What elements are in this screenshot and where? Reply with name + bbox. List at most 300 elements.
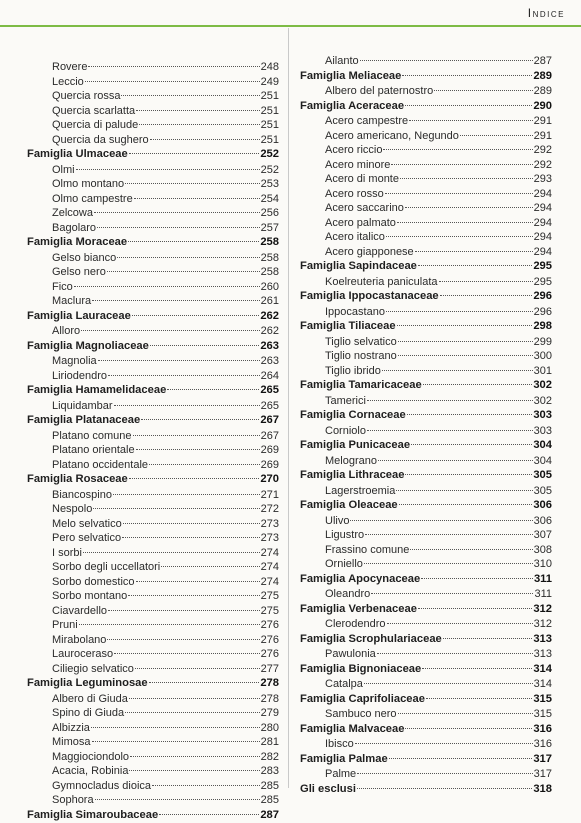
entry-name: Quercia di palude (52, 118, 138, 133)
entry-page-number: 298 (533, 319, 552, 335)
index-entry-species (27, 294, 279, 309)
dot-leader (129, 698, 260, 699)
entry-page-number: 294 (534, 216, 552, 231)
entry-name: Ciavardello (52, 604, 107, 619)
index-entry-family (300, 572, 552, 588)
index-entry-species (300, 158, 552, 173)
dot-leader (150, 345, 259, 346)
index-entry-species (300, 335, 552, 350)
entry-page-number: 264 (261, 369, 279, 384)
entry-name: Ibisco (325, 737, 354, 752)
dot-leader (397, 325, 533, 326)
index-entry-species (300, 172, 552, 187)
dot-leader (443, 638, 533, 639)
dot-leader (88, 66, 259, 67)
entry-name: Sambuco nero (325, 707, 397, 722)
entry-name: Fico (52, 280, 73, 295)
entry-name: Mimosa (52, 735, 91, 750)
entry-page-number: 258 (261, 265, 279, 280)
entry-name: Pawulonia (325, 647, 376, 662)
entry-page-number: 300 (534, 349, 552, 364)
index-entry-family (300, 319, 552, 335)
entry-page-number: 315 (533, 692, 552, 708)
entry-page-number: 296 (533, 289, 552, 305)
entry-page-number: 280 (261, 721, 279, 736)
dot-leader (386, 311, 533, 312)
entry-name: Lagerstroemia (325, 484, 395, 499)
index-entry-species (300, 349, 552, 364)
entry-name: Albizzia (52, 721, 90, 736)
entry-name: Zelcowa (52, 206, 93, 221)
entry-name: Quercia da sughero (52, 133, 149, 148)
entry-name: Acero palmato (325, 216, 396, 231)
dot-leader (130, 756, 260, 757)
entry-name: Famiglia Tamaricaceae (300, 378, 422, 394)
entry-page-number: 316 (533, 722, 552, 738)
entry-name: Bagolaro (52, 221, 96, 236)
index-entry-species (300, 677, 552, 692)
entry-name: Famiglia Moraceae (27, 235, 127, 251)
index-entry-species (27, 251, 279, 266)
index-entry-species (300, 394, 552, 409)
dot-leader (167, 389, 259, 390)
dot-leader (423, 384, 533, 385)
entry-page-number: 314 (533, 662, 552, 678)
dot-leader (123, 523, 260, 524)
dot-leader (129, 478, 260, 479)
entry-page-number: 295 (533, 259, 552, 275)
entry-page-number: 273 (261, 517, 279, 532)
entry-page-number: 303 (533, 408, 552, 424)
dot-leader (387, 623, 533, 624)
dot-leader (136, 449, 260, 450)
index-entry-species (27, 793, 279, 808)
entry-name: Famiglia Ippocastanaceae (300, 289, 439, 305)
index-column-left (27, 60, 279, 823)
entry-name: Famiglia Hamamelidaceae (27, 383, 166, 399)
index-entry-species (27, 104, 279, 119)
entry-name: Mirabolano (52, 633, 106, 648)
dot-leader (114, 653, 259, 654)
index-entry-species (27, 458, 279, 473)
dot-leader (398, 355, 533, 356)
index-entry-species (27, 354, 279, 369)
entry-name: Famiglia Simaroubaceae (27, 808, 158, 823)
dot-leader (136, 110, 259, 111)
entry-name: Acero rosso (325, 187, 384, 202)
index-entry-species (300, 54, 552, 69)
index-entry-species (300, 707, 552, 722)
dot-leader (377, 653, 533, 654)
index-entry-species (27, 192, 279, 207)
index-entry-species (300, 187, 552, 202)
entry-name: Albero di Giuda (52, 692, 128, 707)
dot-leader (407, 414, 533, 415)
entry-page-number: 301 (534, 364, 552, 379)
dot-leader (421, 578, 533, 579)
dot-leader (76, 169, 260, 170)
index-entry-species (300, 557, 552, 572)
entry-name: Famiglia Bignoniaceae (300, 662, 421, 678)
entry-page-number: 257 (261, 221, 279, 236)
dot-leader (397, 222, 533, 223)
entry-page-number: 269 (261, 458, 279, 473)
entry-name: Clerodendro (325, 617, 386, 632)
index-entry-species (300, 617, 552, 632)
entry-name: Melograno (325, 454, 377, 469)
dot-leader (434, 90, 532, 91)
dot-leader (398, 341, 533, 342)
dot-leader (405, 105, 532, 106)
entry-name: Frassino comune (325, 543, 409, 558)
dot-leader (415, 251, 533, 252)
index-entry-species (27, 206, 279, 221)
dot-leader (79, 624, 260, 625)
entry-name: Acacia, Robinia (52, 764, 128, 779)
entry-name: Famiglia Punicaceae (300, 438, 410, 454)
index-entry-species (27, 177, 279, 192)
header-rule (0, 25, 581, 27)
index-entry-species (27, 502, 279, 517)
index-entry-species (27, 706, 279, 721)
index-entry-family (300, 632, 552, 648)
index-entry-species (27, 662, 279, 677)
dot-leader (92, 741, 260, 742)
entry-page-number: 311 (534, 587, 552, 602)
entry-page-number: 305 (534, 484, 552, 499)
dot-leader (409, 120, 532, 121)
entry-page-number: 305 (533, 468, 552, 484)
entry-page-number: 311 (534, 572, 552, 588)
dot-leader (107, 639, 259, 640)
dot-leader (81, 330, 260, 331)
entry-page-number: 249 (261, 75, 279, 90)
entry-name: Nespolo (52, 502, 92, 517)
entry-name: Pero selvatico (52, 531, 121, 546)
dot-leader (411, 444, 532, 445)
entry-page-number: 253 (261, 177, 279, 192)
entry-name: Acero giapponese (325, 245, 414, 260)
entry-page-number: 302 (534, 394, 552, 409)
entry-page-number: 271 (261, 488, 279, 503)
entry-page-number: 256 (261, 206, 279, 221)
entry-name: Tamerici (325, 394, 366, 409)
entry-page-number: 304 (534, 454, 552, 469)
dot-leader (108, 610, 260, 611)
entry-page-number: 251 (261, 89, 279, 104)
index-entry-family (300, 722, 552, 738)
dot-leader (141, 419, 259, 420)
entry-name: Rovere (52, 60, 87, 75)
dot-leader (396, 490, 532, 491)
index-entry-family (27, 383, 279, 399)
dot-leader (367, 400, 533, 401)
index-entry-species (27, 618, 279, 633)
entry-page-number: 274 (261, 546, 279, 561)
dot-leader (405, 474, 532, 475)
entry-page-number: 289 (534, 84, 552, 99)
entry-name: Palme (325, 767, 356, 782)
dot-leader (132, 315, 259, 316)
entry-page-number: 313 (534, 647, 552, 662)
index-entry-family (27, 413, 279, 429)
dot-leader (152, 785, 260, 786)
entry-name: Spino di Giuda (52, 706, 124, 721)
index-entry-family (27, 147, 279, 163)
entry-page-number: 289 (533, 69, 552, 85)
entry-page-number: 262 (260, 309, 279, 325)
entry-page-number: 285 (261, 779, 279, 794)
dot-leader (350, 520, 532, 521)
entry-name: Alloro (52, 324, 80, 339)
dot-leader (460, 135, 533, 136)
dot-leader (398, 713, 533, 714)
entry-name: Acero di monte (325, 172, 399, 187)
entry-page-number: 308 (534, 543, 552, 558)
entry-page-number: 294 (534, 245, 552, 260)
entry-name: Gymnocladus dioica (52, 779, 151, 794)
entry-page-number: 277 (261, 662, 279, 677)
dot-leader (125, 712, 259, 713)
entry-name: Corniolo (325, 424, 366, 439)
entry-name: Lauroceraso (52, 647, 113, 662)
dot-leader (382, 370, 533, 371)
entry-page-number: 317 (533, 752, 552, 768)
entry-name: Famiglia Verbenaceae (300, 602, 417, 618)
entry-name: Quercia rossa (52, 89, 120, 104)
entry-page-number: 276 (261, 647, 279, 662)
index-entry-family (27, 676, 279, 692)
index-entry-family (300, 662, 552, 678)
index-entry-species (27, 575, 279, 590)
index-entry-family (300, 602, 552, 618)
entry-name: Famiglia Scrophulariaceae (300, 632, 442, 648)
entry-page-number: 310 (534, 557, 552, 572)
index-entry-species (300, 737, 552, 752)
entry-name: Tiglio selvatico (325, 335, 397, 350)
index-entry-species (27, 517, 279, 532)
dot-leader (385, 193, 533, 194)
dot-leader (134, 198, 260, 199)
entry-name: Famiglia Palmae (300, 752, 388, 768)
section-header: Indice (528, 6, 565, 20)
index-entry-species (300, 201, 552, 216)
entry-name: Gelso nero (52, 265, 106, 280)
index-entry-species (300, 528, 552, 543)
entry-name: Famiglia Platanaceae (27, 413, 140, 429)
index-entry-species (27, 399, 279, 414)
dot-leader (405, 207, 533, 208)
dot-leader (122, 537, 260, 538)
dot-leader (113, 494, 260, 495)
index-entry-species (27, 647, 279, 662)
entry-name: Ulivo (325, 514, 349, 529)
dot-leader (357, 773, 532, 774)
index-entry-species (27, 764, 279, 779)
entry-page-number: 251 (261, 133, 279, 148)
entry-page-number: 252 (261, 163, 279, 178)
dot-leader (405, 728, 532, 729)
index-entry-species (300, 230, 552, 245)
entry-name: Oleandro (325, 587, 370, 602)
index-entry-species (27, 735, 279, 750)
entry-page-number: 275 (261, 589, 279, 604)
index-entry-species (27, 265, 279, 280)
dot-leader (108, 375, 260, 376)
entry-name: Famiglia Sapindaceae (300, 259, 417, 275)
entry-page-number: 285 (261, 793, 279, 808)
index-entry-species (300, 514, 552, 529)
entry-name: Famiglia Malvaceae (300, 722, 404, 738)
index-entry-species (27, 221, 279, 236)
index-entry-species (300, 143, 552, 158)
entry-page-number: 291 (534, 129, 552, 144)
entry-name: Catalpa (325, 677, 363, 692)
entry-page-number: 291 (534, 114, 552, 129)
dot-leader (364, 683, 533, 684)
dot-leader (93, 508, 259, 509)
entry-name: Leccio (52, 75, 84, 90)
entry-name: Famiglia Apocynaceae (300, 572, 420, 588)
entry-page-number: 317 (534, 767, 552, 782)
index-entry-species (300, 543, 552, 558)
dot-leader (400, 178, 533, 179)
entry-page-number: 279 (261, 706, 279, 721)
index-entry-family (27, 808, 279, 823)
entry-page-number: 272 (261, 502, 279, 517)
dot-leader (94, 212, 260, 213)
entry-name: Gelso bianco (52, 251, 116, 266)
dot-leader (422, 668, 532, 669)
index-entry-species (27, 531, 279, 546)
entry-page-number: 258 (261, 251, 279, 266)
column-divider (288, 28, 289, 788)
entry-page-number: 274 (261, 560, 279, 575)
dot-leader (426, 698, 532, 699)
dot-leader (386, 236, 533, 237)
entry-page-number: 267 (261, 429, 279, 444)
dot-leader (121, 95, 259, 96)
index-entry-family (27, 339, 279, 355)
dot-leader (98, 360, 260, 361)
dot-leader (117, 257, 259, 258)
index-entry-species (27, 118, 279, 133)
index-entry-species (300, 245, 552, 260)
entry-name: Acero minore (325, 158, 390, 173)
entry-page-number: 278 (261, 692, 279, 707)
index-entry-species (300, 454, 552, 469)
entry-name: Acero campestre (325, 114, 408, 129)
index-entry-species (27, 280, 279, 295)
entry-page-number: 262 (261, 324, 279, 339)
dot-leader (107, 271, 260, 272)
dot-leader (378, 460, 533, 461)
index-entry-species (27, 60, 279, 75)
entry-name: Acero italico (325, 230, 385, 245)
entry-name: Maclura (52, 294, 91, 309)
entry-page-number: 282 (261, 750, 279, 765)
entry-name: Famiglia Leguminosae (27, 676, 148, 692)
index-entry-species (27, 560, 279, 575)
dot-leader (97, 227, 260, 228)
dot-leader (402, 75, 532, 76)
entry-name: Ippocastano (325, 305, 385, 320)
index-entry-family (300, 498, 552, 514)
entry-name: Famiglia Cornaceae (300, 408, 406, 424)
entry-name: Ciliegio selvatico (52, 662, 134, 677)
entry-page-number: 251 (261, 118, 279, 133)
index-entry-species (27, 750, 279, 765)
index-entry-family (300, 468, 552, 484)
index-entry-species (27, 443, 279, 458)
entry-name: Sorbo domestico (52, 575, 135, 590)
entry-name: Liriodendro (52, 369, 107, 384)
index-entry-species (27, 133, 279, 148)
index-entry-species (300, 364, 552, 379)
entry-page-number: 283 (261, 764, 279, 779)
entry-page-number: 299 (534, 335, 552, 350)
entry-page-number: 292 (534, 158, 552, 173)
index-entry-family (300, 752, 552, 768)
index-entry-family (300, 99, 552, 115)
dot-leader (391, 164, 532, 165)
dot-leader (128, 241, 259, 242)
dot-leader (355, 743, 533, 744)
entry-page-number: 306 (534, 514, 552, 529)
index-entry-species (27, 488, 279, 503)
entry-page-number: 248 (261, 60, 279, 75)
entry-name: Quercia scarlatta (52, 104, 135, 119)
entry-name: Biancospino (52, 488, 112, 503)
index-entry-species (27, 692, 279, 707)
index-entry-species (300, 84, 552, 99)
entry-page-number: 270 (260, 472, 279, 488)
entry-name: Olmo campestre (52, 192, 133, 207)
entry-page-number: 273 (261, 531, 279, 546)
entry-name: Olmo montano (52, 177, 124, 192)
entry-name: Pruni (52, 618, 78, 633)
index-entry-species (300, 647, 552, 662)
entry-name: Platano comune (52, 429, 132, 444)
dot-leader (135, 668, 260, 669)
dot-leader (365, 534, 533, 535)
entry-name: Famiglia Ulmaceae (27, 147, 128, 163)
entry-page-number: 296 (534, 305, 552, 320)
entry-page-number: 295 (534, 275, 552, 290)
entry-page-number: 313 (533, 632, 552, 648)
index-entry-species (27, 369, 279, 384)
dot-leader (133, 435, 260, 436)
entry-page-number: 302 (533, 378, 552, 394)
entry-page-number: 290 (533, 99, 552, 115)
dot-leader (371, 593, 533, 594)
entry-name: Famiglia Lithraceae (300, 468, 404, 484)
entry-page-number: 318 (533, 782, 552, 798)
entry-page-number: 314 (534, 677, 552, 692)
entry-page-number: 254 (261, 192, 279, 207)
entry-page-number: 265 (260, 383, 279, 399)
index-entry-family (300, 692, 552, 708)
index-entry-species (27, 604, 279, 619)
dot-leader (149, 464, 260, 465)
entry-name: Acero americano, Negundo (325, 129, 459, 144)
index-entry-species (300, 305, 552, 320)
dot-leader (129, 153, 260, 154)
entry-name: Ailanto (325, 54, 359, 69)
entry-page-number: 281 (261, 735, 279, 750)
entry-name: Tiglio ibrido (325, 364, 381, 379)
entry-page-number: 292 (534, 143, 552, 158)
